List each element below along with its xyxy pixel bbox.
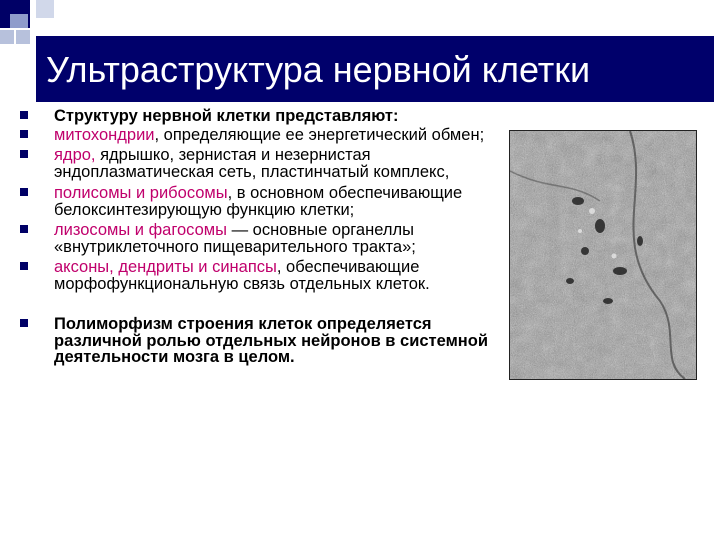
bullet-text: , обеспечивающие морфофункциональную связь отдельных клеток.: [54, 258, 430, 293]
bullet-text: Структуру нервной клетки представляют:: [54, 107, 399, 125]
bullet-item: [20, 108, 510, 125]
corner-square-light: [10, 14, 28, 28]
bullet-text: , в основном обеспечивающие белоксинтезирующую функцию клетки;: [54, 184, 463, 219]
bullet-square-icon: [20, 130, 28, 138]
bullet-item: [20, 185, 510, 218]
bullet-highlight: лизосомы и фагосомы: [54, 221, 228, 239]
bullet-highlight: полисомы и рибосомы: [54, 184, 228, 202]
corner-square-light: [16, 30, 30, 44]
bullet-item: [20, 316, 514, 366]
bullet-square-icon: [20, 319, 28, 327]
bullet-item: [20, 222, 510, 255]
bullet-list: [20, 108, 510, 366]
electron-micrograph-neuron: [509, 130, 697, 380]
micrograph-image: [510, 131, 696, 379]
bullet-highlight: ядро,: [54, 146, 96, 164]
bullet-item: [20, 127, 510, 144]
bullet-highlight: митохондрии: [54, 125, 155, 144]
bullet-square-icon: [20, 111, 28, 119]
bullet-highlight: аксоны, дендриты и синапсы: [54, 258, 277, 276]
corner-square-light: [0, 30, 14, 44]
bullet-text: — основные органеллы «внутриклеточного пищеварительного тракта»;: [54, 221, 416, 256]
bullet-square-icon: [20, 262, 28, 270]
bullet-item: [20, 259, 510, 292]
bullet-item: [20, 147, 510, 180]
bullet-text: , определяющие ее энергетический обмен;: [154, 125, 485, 144]
bullet-text: Полиморфизм строения клеток определяется различной ролью отдельных нейронов в системной деятельности мозга в целом.: [54, 315, 488, 366]
slide-title: Ультраструктура нервной клетки: [46, 49, 591, 90]
bullet-square-icon: [20, 225, 28, 233]
bullet-text: ядрышко, зернистая и незернистая эндоплазматическая сеть, пластинчатый комплекс,: [54, 146, 450, 181]
bullet-square-icon: [20, 188, 28, 196]
corner-square-light: [36, 0, 54, 18]
bullet-square-icon: [20, 150, 28, 158]
